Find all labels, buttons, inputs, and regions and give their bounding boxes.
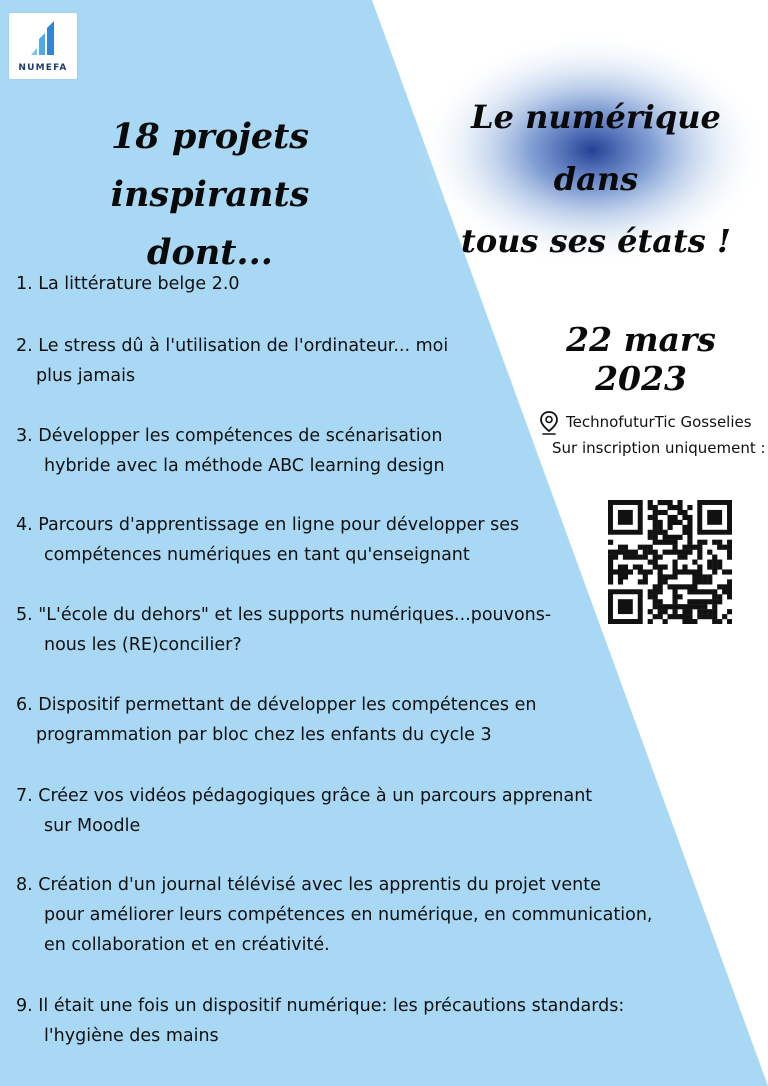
project-item-2 <box>16 331 448 391</box>
numefa-logo <box>9 13 77 79</box>
project-item-4-line-2: compétences numériques en tant qu'enseignant <box>44 545 470 565</box>
location-text: TechnofuturTic Gosselies <box>566 413 752 431</box>
project-item-5 <box>16 600 551 660</box>
event-title <box>426 86 766 272</box>
logo-text: NUMEFA <box>18 63 68 73</box>
project-item-9 <box>16 991 624 1051</box>
project-item-9-line-2: l'hygiène des mains <box>44 1026 219 1046</box>
headline <box>20 108 400 282</box>
project-item-4 <box>16 510 519 570</box>
project-item-9-line-1: 9. Il était une fois un dispositif numérique: les précautions standards: <box>16 996 625 1016</box>
headline-line-1: 18 projets inspirants <box>110 116 310 215</box>
project-item-2-line-1: 2. Le stress dû à l'utilisation de l'ordinateur... moi <box>16 336 449 356</box>
project-item-6 <box>16 690 536 750</box>
map-pin-icon <box>539 410 559 436</box>
project-item-3 <box>16 421 445 481</box>
project-item-8-line-2: pour améliorer leurs compétences en numérique, en communication, <box>44 905 653 925</box>
project-item-1-line-1: 1. La littérature belge 2.0 <box>16 274 240 294</box>
project-item-3-line-2: hybride avec la méthode ABC learning design <box>44 456 445 476</box>
event-title-line-1: Le numérique dans <box>471 98 721 198</box>
project-item-3-line-1: 3. Développer les compétences de scénarisation <box>16 426 443 446</box>
project-item-5-line-1: 5. "L'école du dehors" et les supports numériques...pouvons- <box>16 605 552 625</box>
project-item-6-line-2: programmation par bloc chez les enfants du cycle 3 <box>36 725 492 745</box>
project-item-8-line-1: 8. Création d'un journal télévisé avec les apprentis du projet vente <box>16 875 601 895</box>
project-item-2-line-2: plus jamais <box>36 366 136 386</box>
logo-bars-icon <box>29 21 57 55</box>
event-date: 22 mars 2023 <box>566 320 716 398</box>
registration-qr-code[interactable] <box>608 500 732 624</box>
project-item-6-line-1: 6. Dispositif permettant de développer les compétences en <box>16 695 537 715</box>
project-item-7-line-2: sur Moodle <box>44 816 141 836</box>
headline-line-2: dont... <box>147 232 273 273</box>
event-title-line-2: tous ses états ! <box>461 222 731 260</box>
project-item-5-line-2: nous les (RE)concilier? <box>44 635 242 655</box>
project-item-8 <box>16 870 652 960</box>
project-item-7-line-1: 7. Créez vos vidéos pédagogiques grâce à un parcours apprenant <box>16 786 593 806</box>
project-item-7 <box>16 781 592 841</box>
project-item-1 <box>16 269 240 299</box>
inscription-note: Sur inscription uniquement : <box>552 439 766 457</box>
project-item-4-line-1: 4. Parcours d'apprentissage en ligne pour développer ses <box>16 515 520 535</box>
project-item-8-line-3: en collaboration et en créativité. <box>44 935 330 955</box>
